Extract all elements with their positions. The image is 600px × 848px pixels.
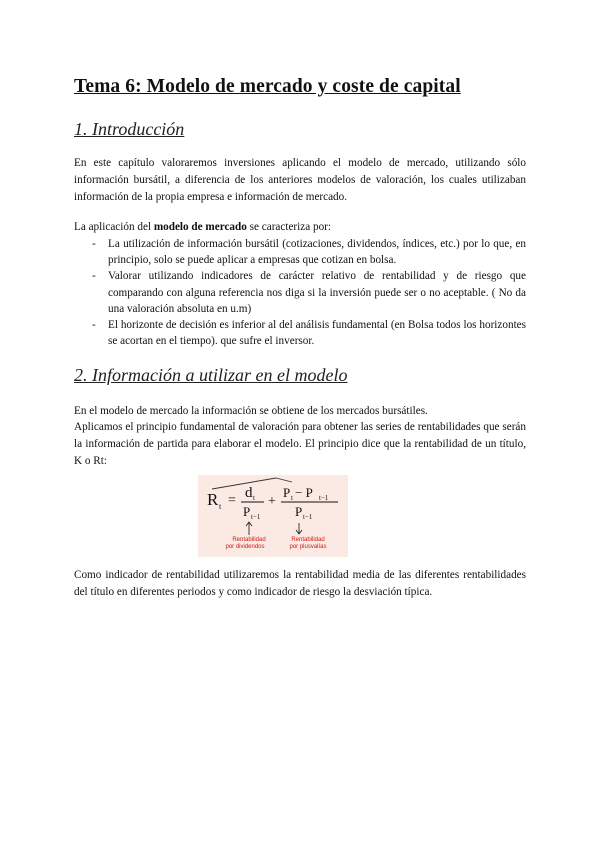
- formula-d-sub: t: [253, 494, 255, 502]
- label-rentabilidad-plusvalias-1: Rentabilidad: [291, 537, 325, 543]
- formula-d: d: [245, 485, 253, 501]
- formula-P-den-sub: t−1: [251, 513, 261, 521]
- characteristics-list: [74, 236, 526, 349]
- section2-paragraph-3: Como indicador de rentabilidad utilizaremos la rentabilidad media de las diferentes rentabilidades del título en diferentes periodos y como indicador de riesgo la desviación típica.: [74, 569, 526, 598]
- section2-paragraph-2: Aplicamos el principio fundamental de valoración para obtener las series de rentabilidades que serán la información de partida para elaborar el modelo. El principio dice que la rentabilidad de un título, K o Rt:: [74, 421, 526, 467]
- formula-R-sub: t: [219, 502, 222, 511]
- list-item: - El horizonte de decisión es inferior al del análisis fundamental (en Bolsa todos los horizontes se acortan en el tiempo). que sufre el inversor.: [74, 317, 526, 349]
- bold-term-modelo-de-mercado: modelo de mercado: [153, 221, 247, 233]
- formula-plus: +: [268, 494, 276, 509]
- document-title: Tema 6: Modelo de mercado y coste de capital: [74, 76, 461, 97]
- section2-paragraph-1: En el modelo de mercado la información se obtiene de los mercados bursátiles.: [74, 405, 428, 417]
- formula-P-den: P: [243, 504, 251, 519]
- label-rentabilidad-dividendos-1: Rentabilidad: [232, 537, 266, 543]
- formula-num-P2-sub: t−1: [319, 494, 329, 502]
- formula-den2-sub: t−1: [303, 513, 313, 521]
- model-characteristics-intro: [74, 219, 526, 236]
- label-rentabilidad-plusvalias-2: por plusvalías: [289, 544, 327, 550]
- formula-den2: P: [295, 504, 303, 519]
- intro-paragraph: En este capítulo valoraremos inversiones aplicando el modelo de mercado, utilizando sólo información bursátil, a diferencia de los anteriores modelos de valoración, los cuales utilizaban información de la propia empresa e información de mercado.: [74, 157, 526, 203]
- rentabilidad-formula-image: [198, 475, 348, 557]
- formula-minus-P: − P: [295, 485, 313, 500]
- list-item: - La utilización de información bursátil (cotizaciones, dividendos, índices, etc.) por lo que, en principio, solo se puede aplicar a empresas que cotizan en bolsa.: [74, 236, 526, 268]
- text-run: se caracteriza por:: [246, 221, 332, 233]
- formula-equals: =: [228, 493, 236, 508]
- section-heading-introduccion: 1. Introducción: [74, 119, 185, 139]
- text-run: La aplicación del: [74, 221, 154, 233]
- label-rentabilidad-dividendos-2: por dividendos: [225, 544, 265, 550]
- section-heading-informacion: 2. Información a utilizar en el modelo: [74, 365, 348, 385]
- formula-R: R: [207, 490, 219, 509]
- formula-num-P1: P: [283, 485, 291, 500]
- list-item: - Valorar utilizando indicadores de carácter relativo de rentabilidad y de riesgo que comparando con alguna referencia nos diga si la inversión puede ser o no aceptable. ( No da una valoración absoluta en u.m): [74, 268, 526, 317]
- formula-num-P1-sub: t: [291, 494, 293, 502]
